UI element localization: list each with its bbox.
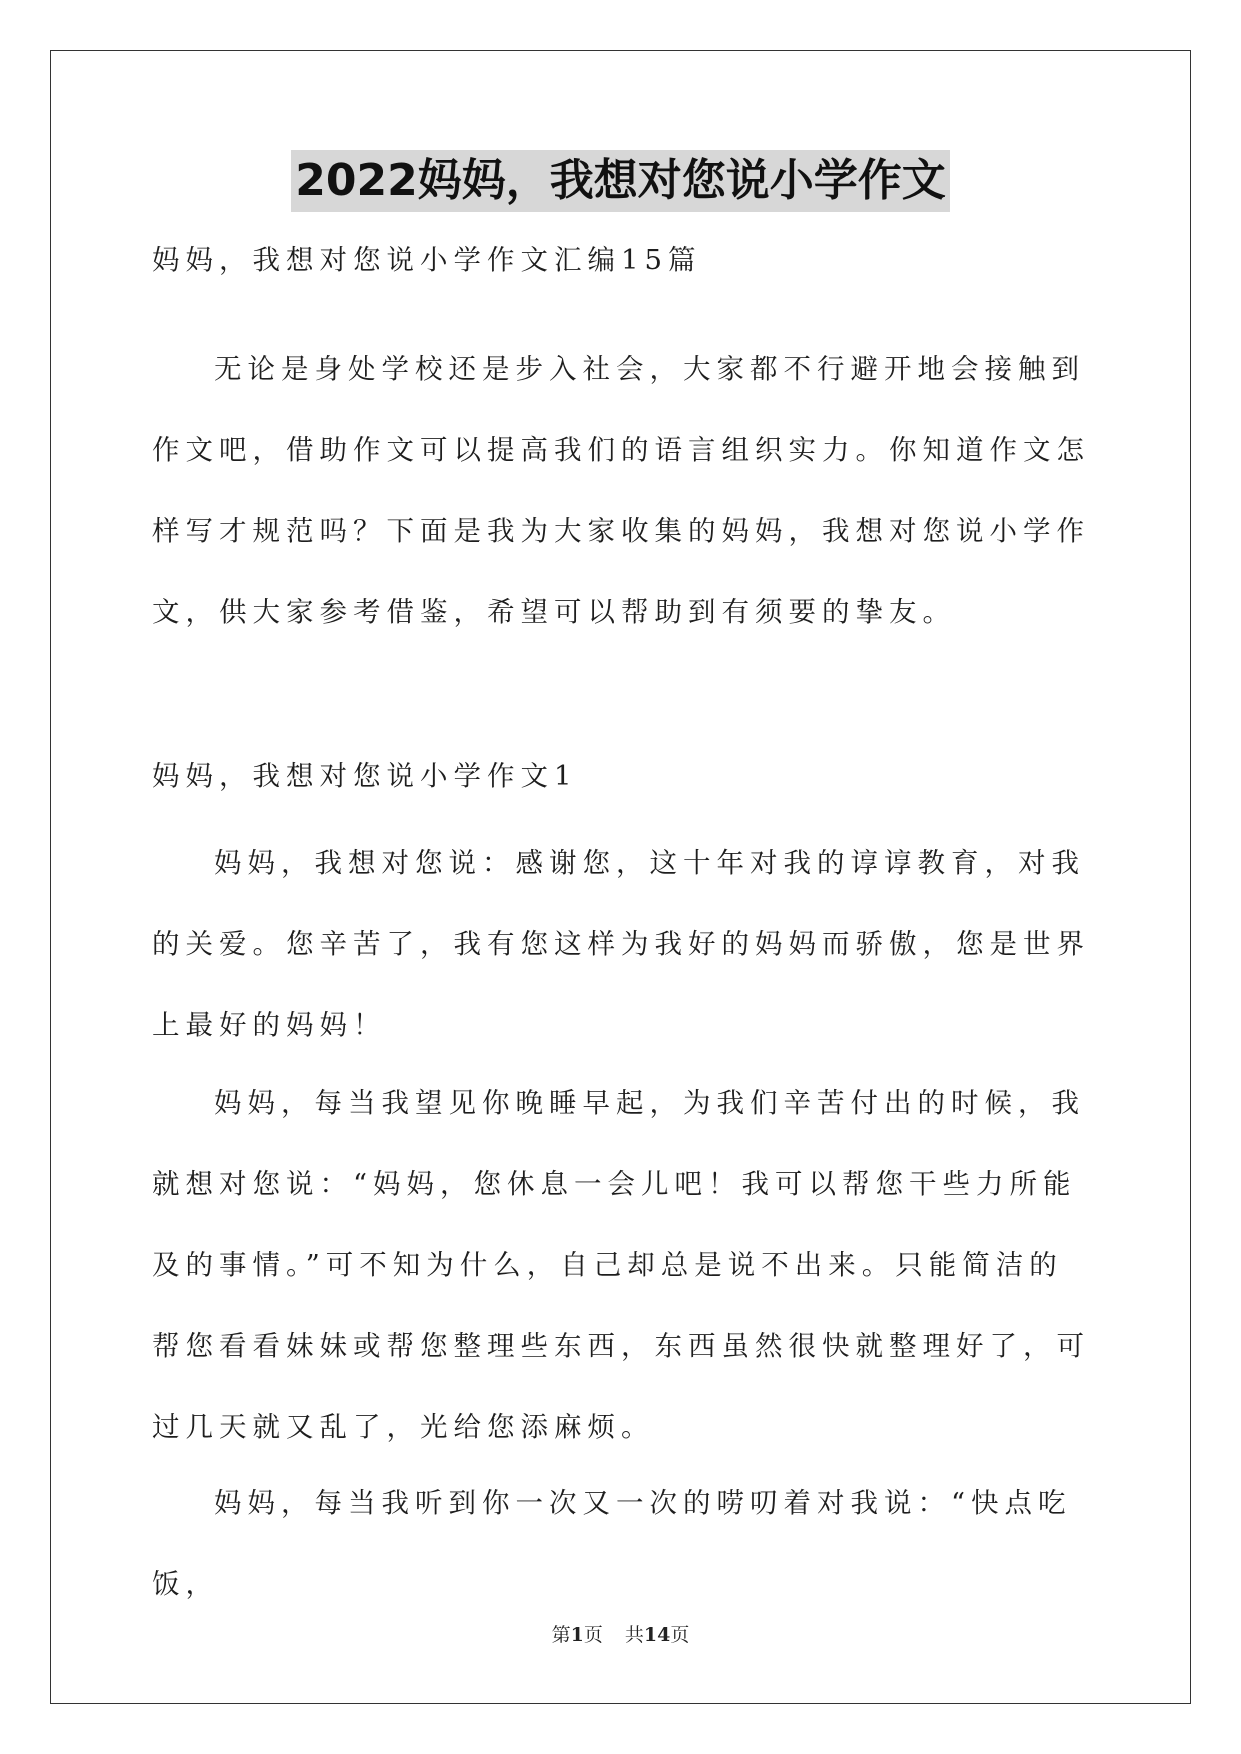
page-suffix: 页 xyxy=(583,1624,603,1646)
total-pages: 14 xyxy=(643,1624,671,1646)
page-prefix: 第 xyxy=(551,1624,571,1646)
body-paragraph-2: 妈妈，每当我望见你晚睡早起，为我们辛苦付出的时候，我就想对您说：“妈妈，您休息一会儿吧！我可以帮您干些力所能及的事情。”可不知为什么，自己却总是说不出来。只能简洁的帮您看看妹妹或帮您整理些东西，东西虽然很快就整理好了，可过几天就又乱了，光给您添麻烦。 xyxy=(152,1087,1090,1443)
document-subtitle: 妈妈，我想对您说小学作文汇编15篇 xyxy=(152,244,702,276)
page-footer xyxy=(0,1620,1241,1647)
title-container xyxy=(0,150,1241,212)
body-paragraph-3: 妈妈，每当我听到你一次又一次的唠叨着对我说：“快点吃饭， xyxy=(152,1487,1072,1600)
section-heading: 妈妈，我想对您说小学作文1 xyxy=(152,760,578,792)
page-number: 1 xyxy=(570,1624,584,1646)
total-suffix: 页 xyxy=(670,1624,690,1646)
intro-paragraph: 无论是身处学校还是步入社会，大家都不行避开地会接触到作文吧，借助作文可以提高我们的语言组织实力。你知道作文怎样写才规范吗？下面是我为大家收集的妈妈，我想对您说小学作文，供大家参考借鉴，希望可以帮助到有须要的挚友。 xyxy=(152,353,1090,628)
document-title: 2022妈妈，我想对您说小学作文 xyxy=(291,150,949,212)
body-paragraph-1: 妈妈，我想对您说：感谢您，这十年对我的谆谆教育，对我的关爱。您辛苦了，我有您这样为我好的妈妈而骄傲，您是世界上最好的妈妈！ xyxy=(152,847,1090,1041)
total-prefix: 共 xyxy=(624,1624,644,1646)
